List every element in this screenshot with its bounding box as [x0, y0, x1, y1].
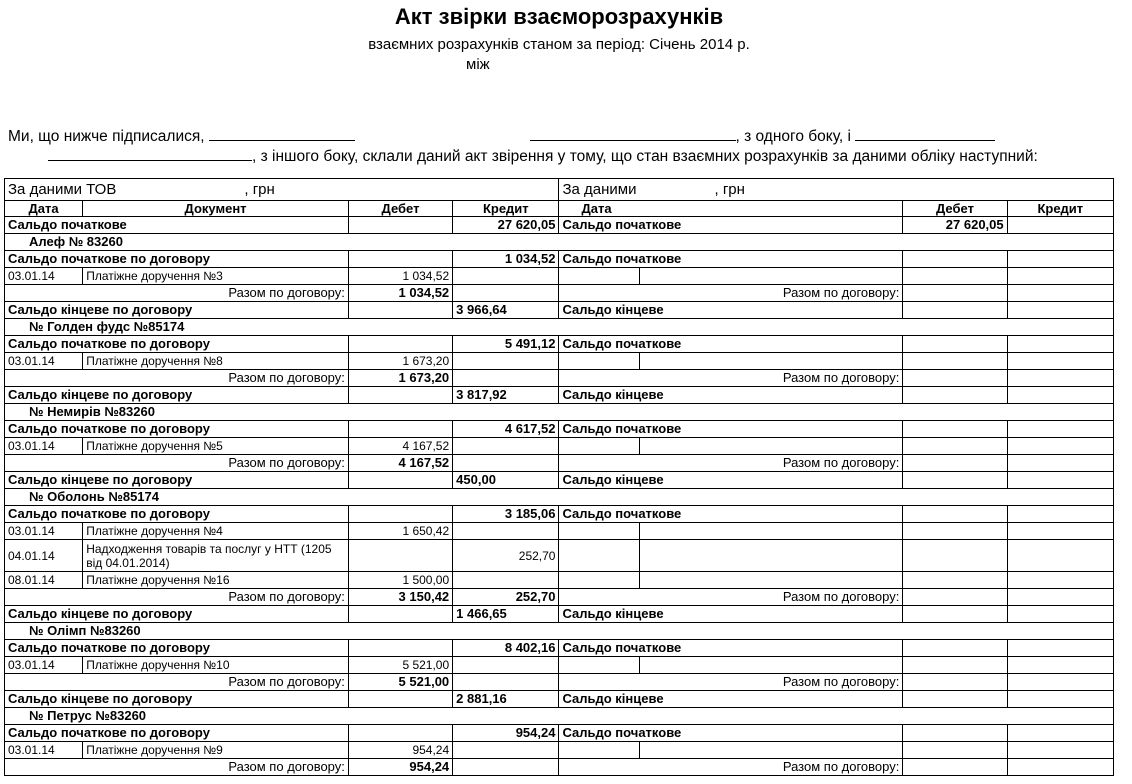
empty-cell	[903, 421, 1007, 438]
row-document: Надходження товарів та послуг у НТТ (1205 від 04.01.2014)	[83, 540, 349, 572]
empty-cell	[559, 572, 639, 589]
row-document: Платіжне доручення №10	[83, 657, 349, 674]
empty-cell	[1007, 455, 1113, 472]
contract-closing-row	[5, 472, 1114, 489]
subtotal-credit	[453, 455, 559, 472]
empty-cell	[903, 438, 1007, 455]
contract-opening-label: Сальдо початкове по договору	[5, 336, 349, 353]
contract-opening-row	[5, 421, 1114, 438]
empty-cell	[903, 742, 1007, 759]
contract-opening-label-right: Сальдо початкове	[559, 506, 903, 523]
empty-cell	[903, 353, 1007, 370]
empty-cell	[1007, 370, 1113, 387]
empty-cell	[1007, 421, 1113, 438]
row-credit	[453, 572, 559, 589]
contract-opening-label: Сальдо початкове по договору	[5, 640, 349, 657]
row-debit: 1 034,52	[348, 268, 452, 285]
row-debit: 5 521,00	[348, 657, 452, 674]
empty-cell	[348, 387, 452, 404]
contract-name-row	[5, 708, 1114, 725]
empty-cell	[348, 302, 452, 319]
empty-cell	[903, 725, 1007, 742]
row-credit	[453, 742, 559, 759]
empty-cell	[1007, 438, 1113, 455]
contract-subtotal-row	[5, 674, 1114, 691]
empty-cell	[348, 640, 452, 657]
subtotal-label-right: Разом по договору:	[559, 370, 903, 387]
row-date: 03.01.14	[5, 657, 83, 674]
empty-cell	[1007, 472, 1113, 489]
contract-opening-credit: 954,24	[453, 725, 559, 742]
row-date: 03.01.14	[5, 353, 83, 370]
empty-cell	[348, 506, 452, 523]
empty-cell	[1007, 742, 1113, 759]
intro-text-b: , з одного боку, і	[735, 128, 851, 145]
subtotal-label-right: Разом по договору:	[559, 455, 903, 472]
empty-cell	[639, 353, 903, 370]
empty-cell	[559, 540, 639, 572]
intro-text-a: Ми, що нижче підписалися,	[8, 128, 205, 145]
contract-opening-label-right: Сальдо початкове	[559, 640, 903, 657]
row-debit: 4 167,52	[348, 438, 452, 455]
party-blank-1	[530, 128, 736, 141]
subtotal-credit	[453, 285, 559, 302]
contract-subtotal-row	[5, 759, 1114, 776]
row-date: 03.01.14	[5, 523, 83, 540]
contract-name: № Немирів №83260	[5, 404, 1114, 421]
row-date: 03.01.14	[5, 438, 83, 455]
contract-name-row	[5, 489, 1114, 506]
subtotal-label: Разом по договору:	[5, 370, 349, 387]
subtotal-credit	[453, 759, 559, 776]
empty-cell	[639, 540, 903, 572]
empty-cell	[903, 302, 1007, 319]
empty-cell	[639, 572, 903, 589]
empty-cell	[1007, 353, 1113, 370]
contract-closing-label-right: Сальдо кінцеве	[559, 387, 903, 404]
subtotal-debit: 1 673,20	[348, 370, 452, 387]
intro-line-2	[48, 148, 1038, 166]
col-document-header: Документ	[83, 201, 349, 217]
row-document: Платіжне доручення №3	[83, 268, 349, 285]
row-document: Платіжне доручення №4	[83, 523, 349, 540]
empty-cell	[1007, 606, 1113, 623]
empty-cell	[1007, 572, 1113, 589]
subtotal-label-right: Разом по договору:	[559, 674, 903, 691]
contract-opening-label-right: Сальдо початкове	[559, 421, 903, 438]
col-credit-header: Кредит	[453, 201, 559, 217]
empty-cell	[903, 336, 1007, 353]
empty-cell	[903, 455, 1007, 472]
row-document: Платіжне доручення №8	[83, 353, 349, 370]
empty-cell	[1007, 691, 1113, 708]
row-date: 04.01.14	[5, 540, 83, 572]
empty-cell	[903, 657, 1007, 674]
opening-debit-right: 27 620,05	[903, 217, 1007, 234]
opening-debit	[348, 217, 452, 234]
contract-opening-row	[5, 725, 1114, 742]
opening-balance-label: Сальдо початкове	[5, 217, 349, 234]
contract-subtotal-row	[5, 285, 1114, 302]
contract-name: Алеф № 83260	[5, 234, 1114, 251]
empty-cell	[903, 759, 1007, 776]
table-row	[5, 353, 1114, 370]
empty-cell	[348, 472, 452, 489]
table-row	[5, 742, 1114, 759]
empty-cell	[903, 589, 1007, 606]
row-debit	[348, 540, 452, 572]
row-document: Платіжне доручення №16	[83, 572, 349, 589]
signatory-blank-1	[209, 128, 355, 141]
contract-closing-row	[5, 387, 1114, 404]
contract-opening-row	[5, 506, 1114, 523]
empty-cell	[903, 387, 1007, 404]
contract-opening-label: Сальдо початкове по договору	[5, 506, 349, 523]
subtotal-credit	[453, 370, 559, 387]
row-date: 03.01.14	[5, 742, 83, 759]
empty-cell	[348, 725, 452, 742]
empty-cell	[639, 523, 903, 540]
empty-cell	[1007, 759, 1113, 776]
contract-closing-credit: 1 466,65	[453, 606, 559, 623]
empty-cell	[1007, 674, 1113, 691]
contract-name-row	[5, 319, 1114, 336]
spacer	[359, 128, 525, 141]
contract-opening-row	[5, 251, 1114, 268]
contract-closing-credit: 3 966,64	[453, 302, 559, 319]
col-date-header: Дата	[5, 201, 83, 217]
empty-cell	[903, 540, 1007, 572]
contract-opening-label-right: Сальдо початкове	[559, 251, 903, 268]
col-debit-header: Дебет	[348, 201, 452, 217]
contract-name: № Петрус №83260	[5, 708, 1114, 725]
contract-opening-credit: 8 402,16	[453, 640, 559, 657]
contract-opening-credit: 1 034,52	[453, 251, 559, 268]
table-row	[5, 268, 1114, 285]
empty-cell	[1007, 336, 1113, 353]
empty-cell	[639, 438, 903, 455]
subtotal-debit: 954,24	[348, 759, 452, 776]
empty-cell	[903, 691, 1007, 708]
empty-cell	[903, 506, 1007, 523]
empty-cell	[348, 336, 452, 353]
contract-subtotal-row	[5, 589, 1114, 606]
empty-cell	[1007, 540, 1113, 572]
empty-cell	[348, 606, 452, 623]
contract-name: № Голден фудс №85174	[5, 319, 1114, 336]
row-document: Платіжне доручення №9	[83, 742, 349, 759]
subtotal-label: Разом по договору:	[5, 674, 349, 691]
row-credit	[453, 523, 559, 540]
subtotal-label: Разом по договору:	[5, 455, 349, 472]
empty-cell	[903, 285, 1007, 302]
empty-cell	[903, 606, 1007, 623]
contract-closing-label: Сальдо кінцеве по договору	[5, 387, 349, 404]
empty-cell	[559, 438, 639, 455]
subtotal-label-right: Разом по договору:	[559, 759, 903, 776]
contract-opening-label-right: Сальдо початкове	[559, 336, 903, 353]
empty-cell	[903, 640, 1007, 657]
row-debit: 1 500,00	[348, 572, 452, 589]
empty-cell	[1007, 725, 1113, 742]
row-credit	[453, 353, 559, 370]
opening-credit-right	[1007, 217, 1113, 234]
subtotal-debit: 3 150,42	[348, 589, 452, 606]
contract-opening-credit: 5 491,12	[453, 336, 559, 353]
signatory-blank-2	[48, 148, 252, 161]
intro-text-c: , з іншого боку, склали даний акт звірення у тому, що стан взаємних розрахунків за даними обліку наступний:	[252, 148, 1038, 165]
contract-opening-credit: 3 185,06	[453, 506, 559, 523]
empty-cell	[1007, 285, 1113, 302]
empty-cell	[903, 472, 1007, 489]
contract-opening-label: Сальдо початкове по договору	[5, 251, 349, 268]
empty-cell	[559, 523, 639, 540]
contract-opening-row	[5, 336, 1114, 353]
contract-opening-row	[5, 640, 1114, 657]
empty-cell	[1007, 640, 1113, 657]
table-row	[5, 657, 1114, 674]
contract-closing-label: Сальдо кінцеве по договору	[5, 606, 349, 623]
empty-cell	[903, 572, 1007, 589]
right-party-header: За даними , грн	[559, 179, 1114, 201]
col-credit-right-header: Кредит	[1007, 201, 1113, 217]
contract-name-row	[5, 234, 1114, 251]
row-debit: 1 650,42	[348, 523, 452, 540]
subtotal-debit: 4 167,52	[348, 455, 452, 472]
contract-opening-label-right: Сальдо початкове	[559, 725, 903, 742]
table-row	[5, 523, 1114, 540]
contract-closing-credit: 3 817,92	[453, 387, 559, 404]
row-credit	[453, 657, 559, 674]
empty-cell	[903, 674, 1007, 691]
empty-cell	[559, 742, 639, 759]
empty-cell	[559, 268, 639, 285]
subtotal-credit	[453, 674, 559, 691]
opening-balance-label-right: Сальдо початкове	[559, 217, 903, 234]
contract-name: № Оболонь №85174	[5, 489, 1114, 506]
empty-cell	[1007, 506, 1113, 523]
table-row	[5, 438, 1114, 455]
contract-closing-label-right: Сальдо кінцеве	[559, 691, 903, 708]
contract-name-row	[5, 404, 1114, 421]
contract-closing-label-right: Сальдо кінцеве	[559, 472, 903, 489]
table-row	[5, 540, 1114, 572]
empty-cell	[1007, 387, 1113, 404]
document-title: Акт звірки взаєморозрахунків	[394, 4, 724, 29]
contract-closing-row	[5, 302, 1114, 319]
row-credit	[453, 268, 559, 285]
left-party-header: За даними ТОВ , грн	[5, 179, 559, 201]
subtotal-debit: 1 034,52	[348, 285, 452, 302]
reconciliation-table	[4, 178, 1114, 776]
empty-cell	[559, 353, 639, 370]
contract-name-row	[5, 623, 1114, 640]
empty-cell	[903, 523, 1007, 540]
empty-cell	[559, 657, 639, 674]
row-credit: 252,70	[453, 540, 559, 572]
party-blank-2	[855, 128, 995, 141]
opening-credit: 27 620,05	[453, 217, 559, 234]
contract-subtotal-row	[5, 370, 1114, 387]
empty-cell	[1007, 268, 1113, 285]
document-subtitle: взаємних розрахунків станом за період: Січень 2014 р.	[368, 36, 750, 53]
empty-cell	[348, 421, 452, 438]
empty-cell	[1007, 523, 1113, 540]
contract-closing-credit: 2 881,16	[453, 691, 559, 708]
row-debit: 954,24	[348, 742, 452, 759]
contract-closing-label: Сальдо кінцеве по договору	[5, 302, 349, 319]
subtotal-credit: 252,70	[453, 589, 559, 606]
empty-cell	[903, 370, 1007, 387]
contract-closing-label: Сальдо кінцеве по договору	[5, 691, 349, 708]
empty-cell	[639, 657, 903, 674]
subtotal-debit: 5 521,00	[348, 674, 452, 691]
subtotal-label-right: Разом по договору:	[559, 589, 903, 606]
row-credit	[453, 438, 559, 455]
contract-opening-label: Сальдо початкове по договору	[5, 421, 349, 438]
empty-cell	[903, 268, 1007, 285]
empty-cell	[639, 268, 903, 285]
row-debit: 1 673,20	[348, 353, 452, 370]
contract-closing-row	[5, 691, 1114, 708]
row-date: 03.01.14	[5, 268, 83, 285]
empty-cell	[1007, 589, 1113, 606]
between-text: між	[466, 56, 490, 73]
empty-cell	[348, 251, 452, 268]
contract-subtotal-row	[5, 455, 1114, 472]
empty-cell	[903, 251, 1007, 268]
subtotal-label: Разом по договору:	[5, 759, 349, 776]
empty-cell	[348, 691, 452, 708]
row-date: 08.01.14	[5, 572, 83, 589]
contract-closing-label-right: Сальдо кінцеве	[559, 606, 903, 623]
empty-cell	[639, 742, 903, 759]
subtotal-label: Разом по договору:	[5, 285, 349, 302]
empty-cell	[1007, 302, 1113, 319]
intro-line-1	[8, 128, 995, 146]
table-row	[5, 572, 1114, 589]
col-debit-right-header: Дебет	[903, 201, 1007, 217]
empty-cell	[1007, 657, 1113, 674]
contract-closing-label: Сальдо кінцеве по договору	[5, 472, 349, 489]
contract-closing-row	[5, 606, 1114, 623]
contract-closing-label-right: Сальдо кінцеве	[559, 302, 903, 319]
subtotal-label-right: Разом по договору:	[559, 285, 903, 302]
subtotal-label: Разом по договору:	[5, 589, 349, 606]
contract-opening-credit: 4 617,52	[453, 421, 559, 438]
contract-name: № Олімп №83260	[5, 623, 1114, 640]
empty-cell	[1007, 251, 1113, 268]
row-document: Платіжне доручення №5	[83, 438, 349, 455]
contract-opening-label: Сальдо початкове по договору	[5, 725, 349, 742]
contract-closing-credit: 450,00	[453, 472, 559, 489]
col-date-right-header: Дата	[559, 201, 903, 217]
